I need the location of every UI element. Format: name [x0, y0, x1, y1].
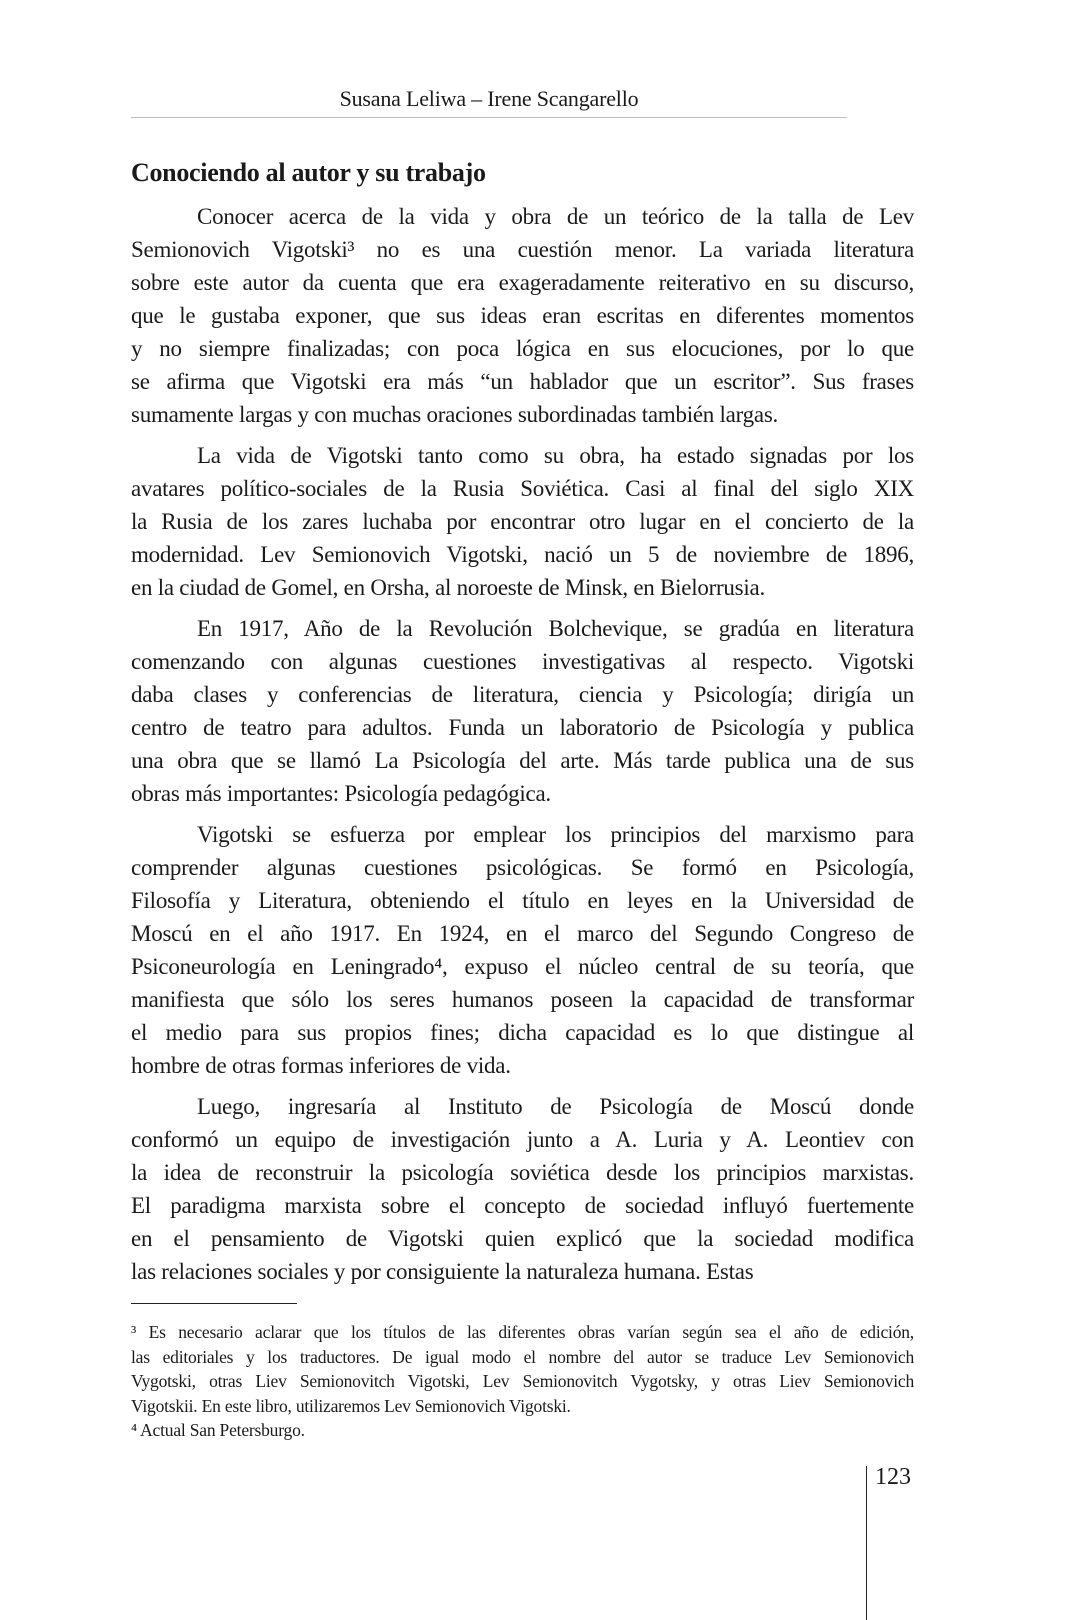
footnote-line: ⁴ Actual San Petersburgo. — [131, 1420, 305, 1441]
paragraph — [131, 439, 914, 604]
text-line: conformó un equipo de investigación junto a A. Luria y A. Leontiev con — [131, 1127, 914, 1152]
text-line: comenzando con algunas cuestiones investigativas al respecto. Vigotski — [131, 649, 914, 674]
text-line: y no siempre finalizadas; con poca lógica en sus elocuciones, por lo que — [131, 336, 914, 361]
text-line: Psiconeurología en Leningrado⁴, expuso el núcleo central de su teoría, que — [131, 954, 914, 979]
paragraph — [131, 612, 914, 810]
footnote-rule — [131, 1303, 297, 1304]
text-line: avatares político-sociales de la Rusia Soviética. Casi al final del siglo XIX — [131, 476, 914, 501]
text-line: una obra que se llamó La Psicología del arte. Más tarde publica una de sus — [131, 748, 914, 773]
paragraph — [131, 1090, 914, 1288]
text-line: Luego, ingresaría al Instituto de Psicología de Moscú donde — [197, 1094, 914, 1119]
footnote — [131, 1320, 914, 1418]
text-line: la idea de reconstruir la psicología soviética desde los principios marxistas. — [131, 1160, 914, 1185]
text-line: modernidad. Lev Semionovich Vigotski, nació un 5 de noviembre de 1896, — [131, 542, 914, 567]
text-line: el medio para sus propios fines; dicha capacidad es lo que distingue al — [131, 1020, 914, 1045]
page-number: 123 — [875, 1464, 911, 1490]
text-line: en la ciudad de Gomel, en Orsha, al noroeste de Minsk, en Bielorrusia. — [131, 575, 765, 600]
paragraph — [131, 200, 914, 431]
text-line: las relaciones sociales y por consiguiente la naturaleza humana. Estas — [131, 1259, 754, 1284]
text-line: comprender algunas cuestiones psicológicas. Se formó en Psicología, — [131, 855, 914, 880]
text-line: Filosofía y Literatura, obteniendo el título en leyes en la Universidad de — [131, 888, 914, 913]
footnote — [131, 1418, 914, 1443]
text-line: la Rusia de los zares luchaba por encontrar otro lugar en el concierto de la — [131, 509, 914, 534]
paragraph — [131, 818, 914, 1082]
text-line: sobre este autor da cuenta que era exageradamente reiterativo en su discurso, — [131, 270, 914, 295]
text-line: en el pensamiento de Vigotski quien explicó que la sociedad modifica — [131, 1226, 914, 1251]
text-line: El paradigma marxista sobre el concepto de sociedad influyó fuertemente — [131, 1193, 914, 1218]
footnotes — [131, 1320, 914, 1443]
header-rule — [131, 117, 847, 118]
text-line: manifiesta que sólo los seres humanos poseen la capacidad de transformar — [131, 987, 914, 1012]
section-heading: Conociendo al autor y su trabajo — [131, 158, 486, 187]
text-line: Moscú en el año 1917. En 1924, en el marco del Segundo Congreso de — [131, 921, 914, 946]
text-line: En 1917, Año de la Revolución Bolchevique, se gradúa en literatura — [197, 616, 914, 641]
text-line: daba clases y conferencias de literatura, ciencia y Psicología; dirigía un — [131, 682, 914, 707]
page-number-rule — [866, 1466, 867, 1620]
text-line: Conocer acerca de la vida y obra de un teórico de la talla de Lev — [197, 204, 914, 229]
text-line: obras más importantes: Psicología pedagógica. — [131, 781, 551, 806]
text-line: se afirma que Vigotski era más “un hablador que un escritor”. Sus frases — [131, 369, 914, 394]
text-line: hombre de otras formas inferiores de vida. — [131, 1053, 511, 1078]
text-line: centro de teatro para adultos. Funda un laboratorio de Psicología y publica — [131, 715, 914, 740]
text-line: que le gustaba exponer, que sus ideas eran escritas en diferentes momentos — [131, 303, 914, 328]
text-line: La vida de Vigotski tanto como su obra, ha estado signadas por los — [197, 443, 914, 468]
footnote-line: ³ Es necesario aclarar que los títulos de las diferentes obras varían según sea el año de edición, — [131, 1322, 914, 1342]
text-line: sumamente largas y con muchas oraciones subordinadas también largas. — [131, 402, 779, 427]
footnote-line: Vygotski, otras Liev Semionovitch Vigotski, Lev Semionovitch Vygotsky, y otras Liev Semionovich — [131, 1371, 914, 1392]
text-line: Semionovich Vigotski³ no es una cuestión menor. La variada literatura — [131, 237, 914, 262]
footnote-line: Vigotskii. En este libro, utilizaremos Lev Semionovich Vigotski. — [131, 1395, 571, 1416]
text-line: Vigotski se esfuerza por emplear los principios del marxismo para — [197, 822, 914, 847]
body-text — [131, 200, 914, 1296]
running-head: Susana Leliwa – Irene Scangarello — [339, 86, 639, 111]
footnote-line: las editoriales y los traductores. De igual modo el nombre del autor se traduce Lev Semionovich — [131, 1346, 914, 1367]
